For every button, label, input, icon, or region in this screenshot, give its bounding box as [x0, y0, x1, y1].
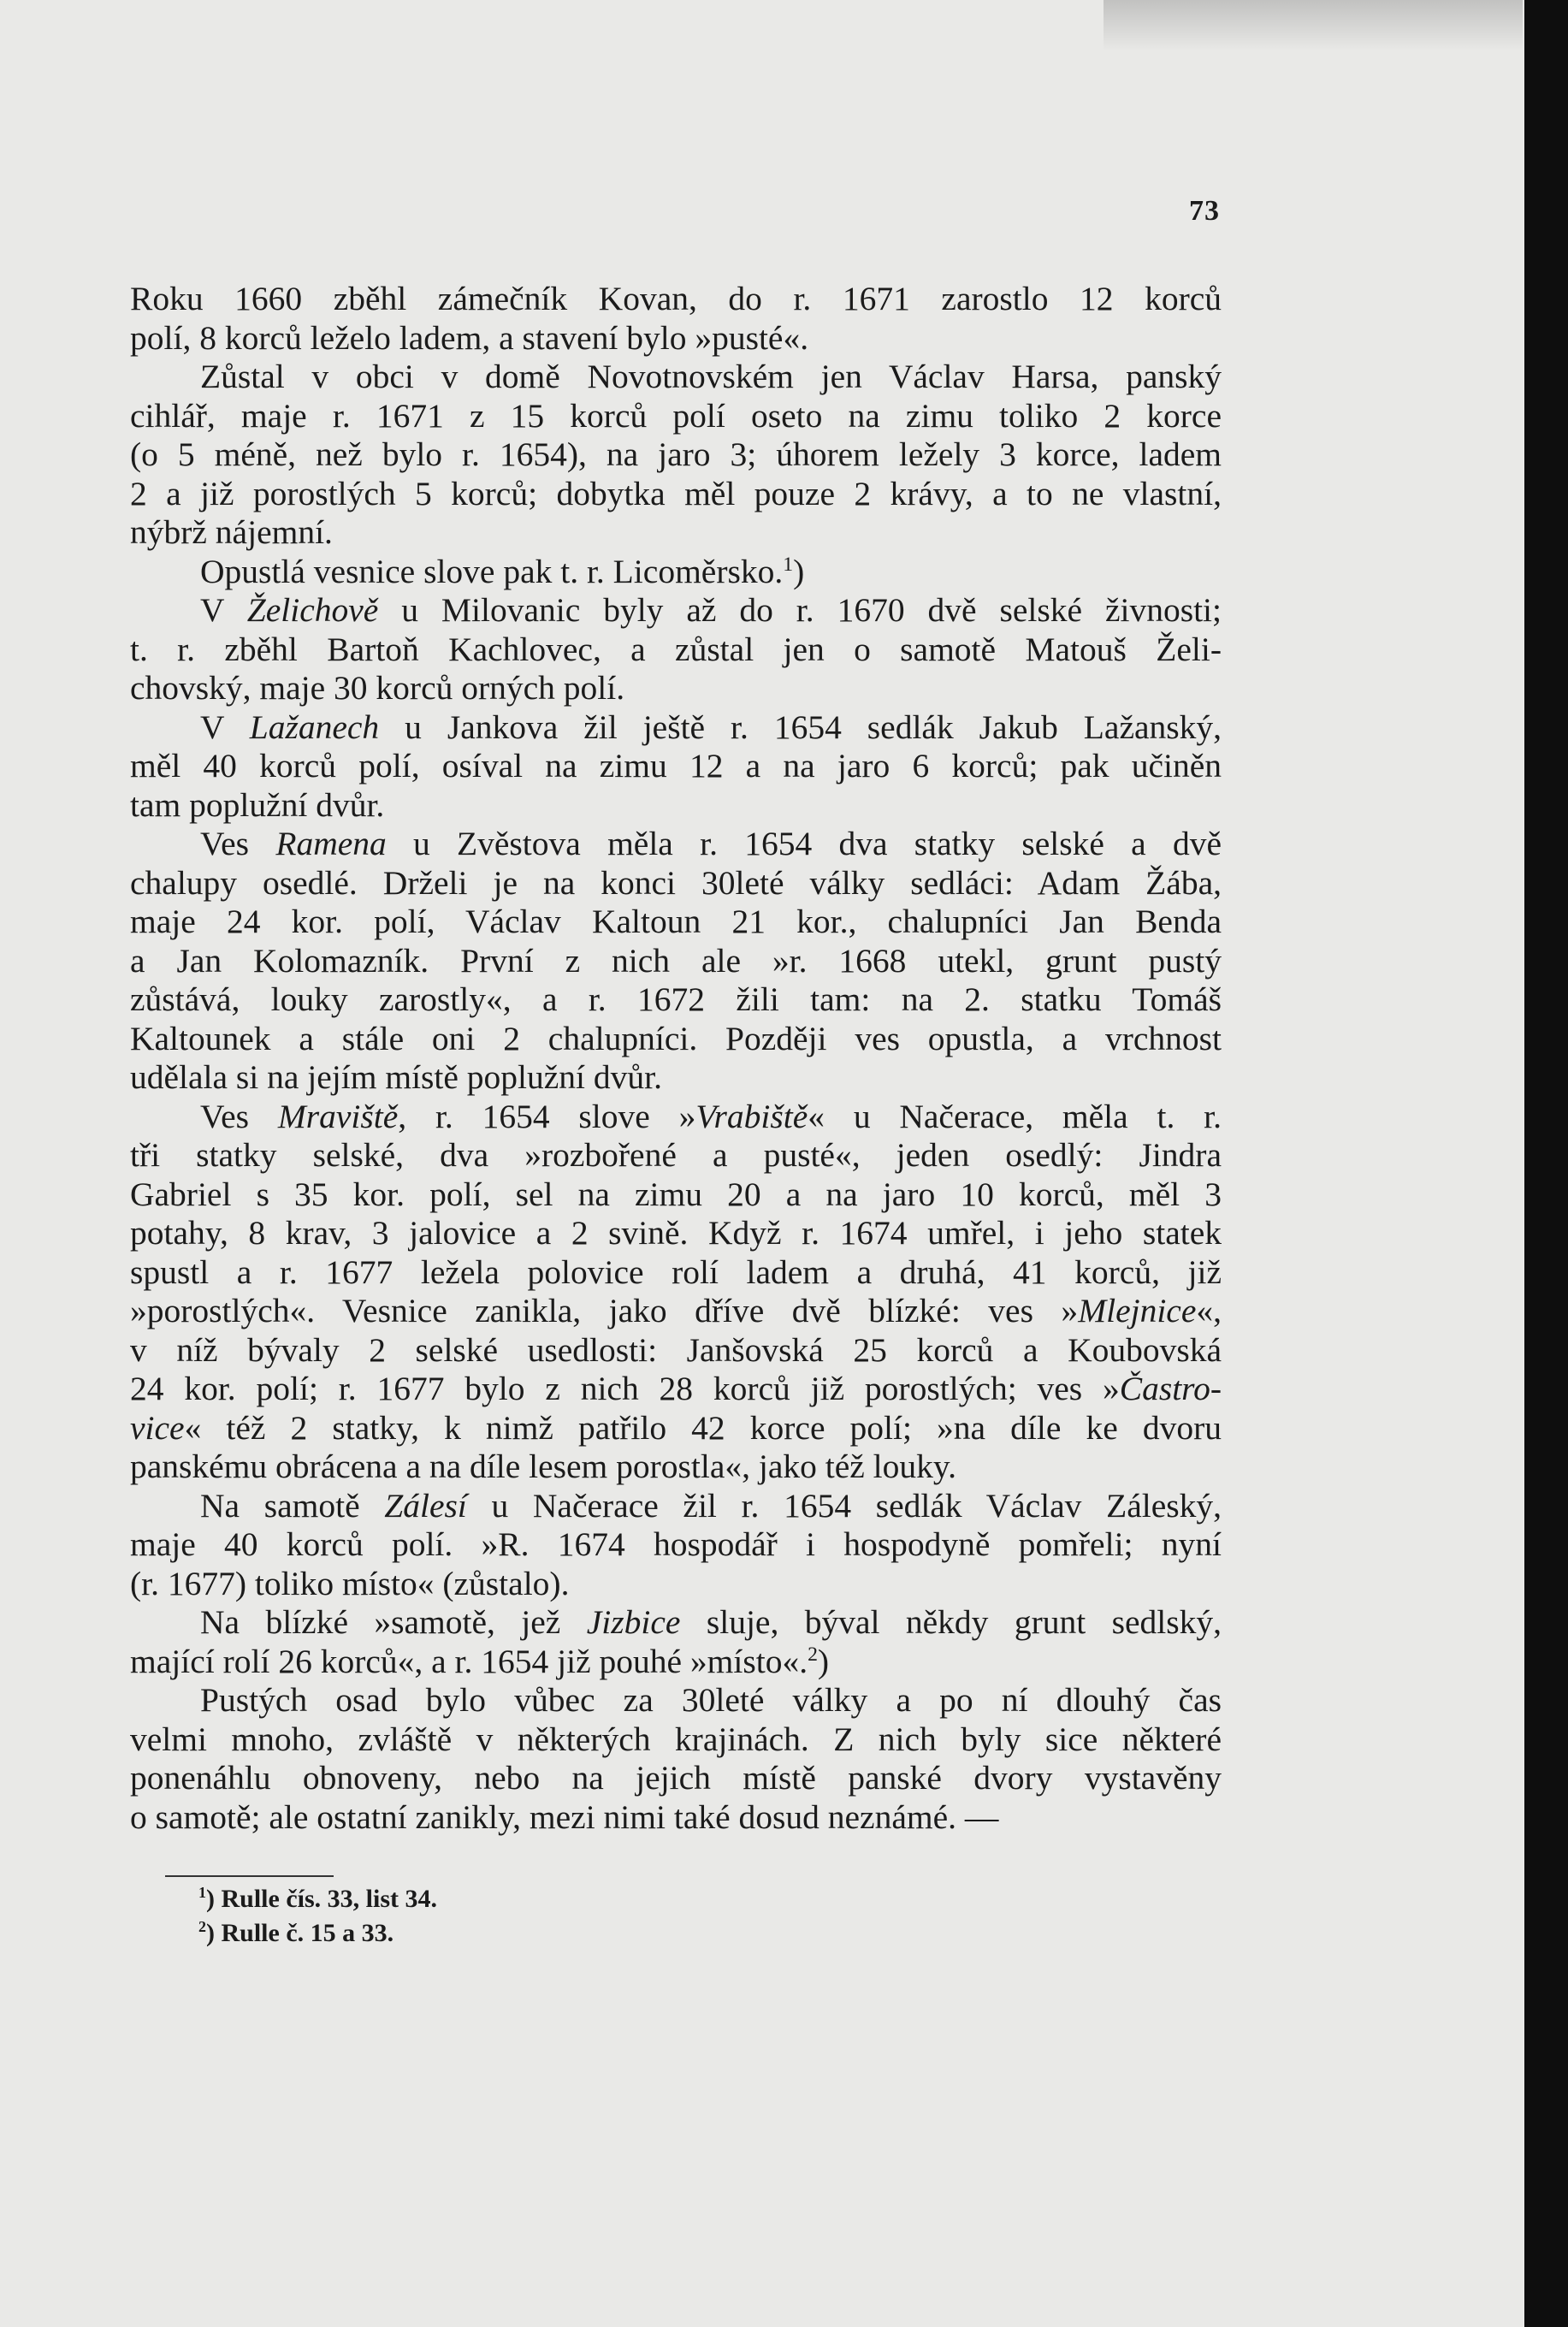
text-line: chalupy osedlé. Drželi je na konci 30leté války sedláci: Adam Žába,: [130, 863, 1222, 902]
text-line: velmi mnoho, zvláště v některých krajinách. Z nich byly sice některé: [130, 1720, 1222, 1758]
text-line: Gabriel s 35 kor. polí, sel na zimu 20 a na jaro 10 korců, měl 3: [130, 1175, 1222, 1213]
footnote-text: Rulle č. 15 a 33.: [221, 1919, 394, 1947]
text-line: nýbrž nájemní.: [130, 513, 333, 551]
text-line: (r. 1677) toliko místo« (zůstalo).: [130, 1564, 570, 1602]
text-line: Opustlá vesnice slove pak t. r. Licoměrsko.$^1$): [200, 552, 805, 590]
text-line: Zůstal v obci v domě Novotnovském jen Václav Harsa, panský: [200, 358, 1222, 395]
text-line: »porostlých«. Vesnice zanikla, jako dříve dvě blízké: ves »Mlejnice«,: [130, 1292, 1222, 1329]
scan-smudge: [1104, 0, 1523, 51]
paragraph: [130, 1098, 1222, 1487]
text-line: Pustých osad bylo vůbec za 30leté války a po ní dlouhý čas: [200, 1681, 1222, 1719]
text-line: panskému obrácena a na díle lesem porostla«, jako též louky.: [130, 1448, 956, 1485]
text-line: (o 5 méně, než bylo r. 1654), na jaro 3; úhorem ležely 3 korce, ladem: [130, 435, 1222, 473]
page-number: 73: [1189, 195, 1220, 227]
text-line: vice« též 2 statky, k nimž patřilo 42 korce polí; »na díle ke dvoru: [130, 1408, 1222, 1447]
paragraph: [130, 1681, 1222, 1837]
paragraph: [130, 591, 1222, 708]
paragraph: [130, 1487, 1222, 1604]
text-line: o samotě; ale ostatní zanikly, mezi nimi také dosud neznámé. —: [130, 1797, 999, 1836]
footnote: $^2$) Rulle č. 15 a 33.: [198, 1918, 394, 1947]
text-line: V Lažanech u Jankova žil ještě r. 1654 sedlák Jakub Lažanský,: [200, 708, 1222, 746]
text-line: maje 24 kor. polí, Václav Kaltoun 21 kor., chalupníci Jan Benda: [130, 903, 1222, 940]
text-line: Na blízké »samotě, jež Jizbice sluje, býval někdy grunt sedlský,: [200, 1603, 1222, 1641]
text-line: 24 kor. polí; r. 1677 bylo z nich 28 korců již porostlých; ves »Častro-: [130, 1370, 1222, 1407]
footnote: $^1$) Rulle čís. 33, list 34.: [198, 1884, 437, 1913]
paragraph: [130, 553, 1222, 592]
text-line: cihlář, maje r. 1671 z 15 korců polí oseto na zimu toliko 2 korce: [130, 396, 1222, 435]
footnote-number: 2: [198, 1918, 206, 1935]
paragraph: [130, 825, 1222, 1098]
text-line: spustl a r. 1677 ležela polovice rolí ladem a druhá, 41 korců, již: [130, 1252, 1222, 1291]
text-line: chovský, maje 30 korců orných polí.: [130, 669, 625, 707]
text-line: zůstává, louky zarostly«, a r. 1672 žili tam: na 2. statku Tomáš: [130, 980, 1222, 1018]
text-line: t. r. zběhl Bartoň Kachlovec, a zůstal jen o samotě Matouš Želi-: [130, 630, 1222, 668]
text-line: Ves Ramena u Zvěstova měla r. 1654 dva statky selské a dvě: [200, 825, 1222, 862]
paragraph: [130, 358, 1222, 553]
text-line: ponenáhlu obnoveny, nebo na jejich místě panské dvory vystavěny: [130, 1759, 1222, 1797]
scan-border: [1524, 0, 1568, 2327]
paragraph: [130, 708, 1222, 826]
text-line: tři statky selské, dva »rozbořené a pusté«, jeden osedlý: Jindra: [130, 1136, 1222, 1174]
text-line: polí, 8 korců leželo ladem, a stavení bylo »pusté«.: [130, 318, 809, 357]
text-line: 2 a již porostlých 5 korců; dobytka měl pouze 2 krávy, a to ne vlastní,: [130, 474, 1222, 512]
text-line: mající rolí 26 korců«, a r. 1654 již pouhé »místo«.$^2$): [130, 1642, 830, 1680]
footnotes: [198, 1882, 437, 1951]
footnote-marker: 2: [808, 1643, 818, 1666]
text-line: a Jan Kolomazník. První z nich ale »r. 1668 utekl, grunt pustý: [130, 941, 1222, 980]
text-line: maje 40 korců polí. »R. 1674 hospodář i hospodyně pomřeli; nyní: [130, 1525, 1222, 1563]
footnote-rule: [165, 1875, 334, 1877]
text-line: Roku 1660 zběhl zámečník Kovan, do r. 1671 zarostlo 12 korců: [130, 280, 1222, 317]
text-line: V Želichově u Milovanic byly až do r. 1670 dvě selské živnosti;: [200, 591, 1222, 629]
footnote-number: 1: [198, 1884, 206, 1901]
text-line: Na samotě Zálesí u Načerace žil r. 1654 sedlák Václav Záleský,: [200, 1486, 1222, 1525]
body-text: [130, 280, 1222, 1837]
text-line: udělala si na jejím místě poplužní dvůr.: [130, 1058, 663, 1096]
text-line: Kaltounek a stále oni 2 chalupníci. Později ves opustla, a vrchnost: [130, 1019, 1222, 1057]
paragraph: [130, 1603, 1222, 1681]
text-line: v níž bývaly 2 selské usedlosti: Janšovská 25 korců a Koubovská: [130, 1330, 1222, 1369]
text-line: měl 40 korců polí, osíval na zimu 12 a na jaro 6 korců; pak učiněn: [130, 747, 1222, 785]
footnote-text: Rulle čís. 33, list 34.: [221, 1885, 437, 1913]
paragraph: [130, 280, 1222, 358]
text-line: potahy, 8 krav, 3 jalovice a 2 svině. Když r. 1674 umřel, i jeho statek: [130, 1214, 1222, 1252]
text-line: Ves Mraviště, r. 1654 slove »Vrabiště« u Načerace, měla t. r.: [200, 1097, 1222, 1135]
footnote-marker: 1: [783, 553, 794, 576]
text-line: tam poplužní dvůr.: [130, 785, 385, 824]
